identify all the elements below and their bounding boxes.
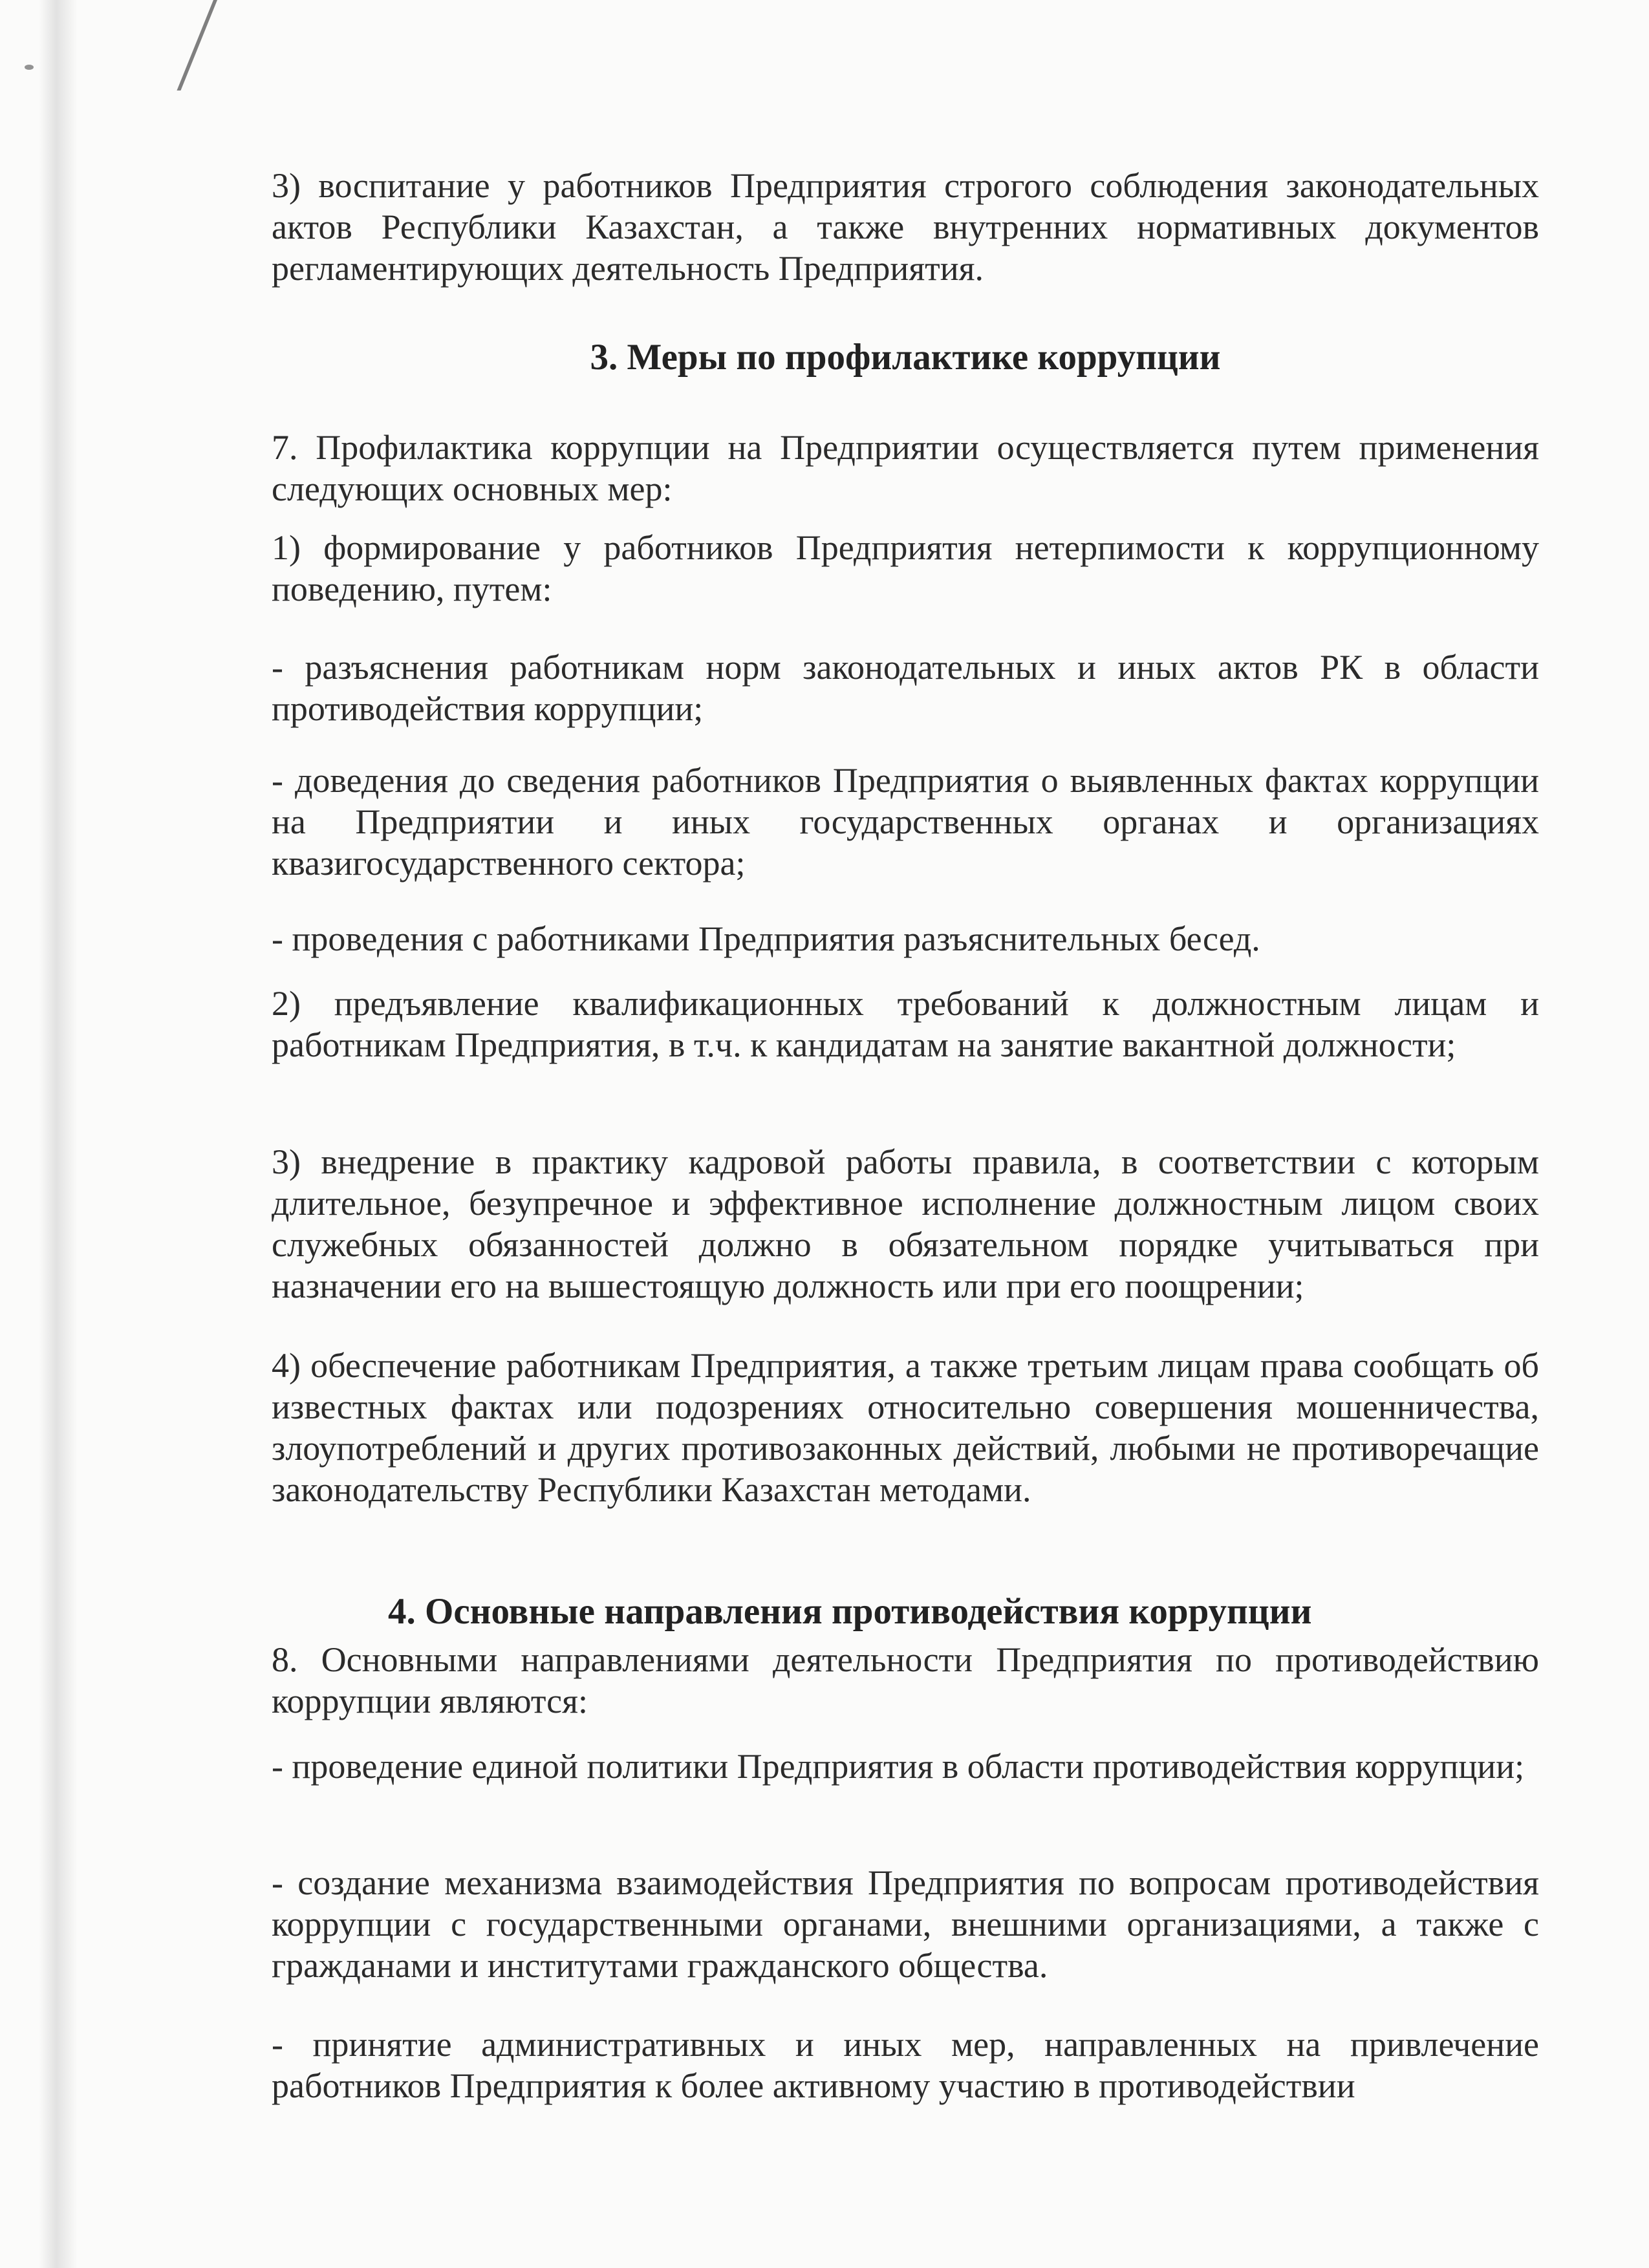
direction-1: - проведение единой политики Предприятия в области противодействия коррупции; (272, 1747, 1525, 1786)
direction-2: - создание механизма взаимодействия Предприятия по вопросам противодействия коррупции с государственными органами, внешними организациями, а также с гражданами и институтами гражданского общества. (272, 1863, 1539, 1985)
measure-2: 2) предъявление квалификационных требований к должностным лицам и работникам Предприятия, в т.ч. к кандидатам на занятие вакантной должности; (272, 984, 1539, 1064)
measure-4: 4) обеспечение работникам Предприятия, а также третьим лицам права сообщать об известных фактах или подозрениях относительно совершения мошенничества, злоупотреблений и других противозаконных действий, любыми не противоречащие законодательству Республики Казахстан методами. (272, 1346, 1539, 1509)
measure-1-dash-1: - разъяснения работникам норм законодательных и иных актов РК в области противодействия коррупции; (272, 648, 1539, 728)
item-8-intro: 8. Основными направлениями деятельности Предприятия по противодействию коррупции являются: (272, 1640, 1539, 1720)
paragraph-upbringing: 3) воспитание у работников Предприятия строгого соблюдения законодательных актов Республики Казахстан, а также внутренних нормативных документов регламентирующих деятельность Предприятия. (272, 166, 1539, 288)
scan-edge-shadow (39, 0, 78, 2268)
item-7-intro: 7. Профилактика коррупции на Предприятии осуществляется путем применения следующих основных мер: (272, 428, 1539, 508)
measure-1-dash-3: - проведения с работниками Предприятия разъяснительных бесед. (272, 919, 1260, 958)
measure-1: 1) формирование у работников Предприятия нетерпимости к коррупционному поведению, путем: (272, 528, 1539, 608)
direction-3: - принятие административных и иных мер, направленных на привлечение работников Предприятия к более активному участию в противодействии (272, 2025, 1539, 2105)
measure-1-dash-2: - доведения до сведения работников Предприятия о выявленных фактах коррупции на Предприятии и иных государственных органах и организациях квазигосударственного сектора; (272, 761, 1539, 883)
measure-3: 3) внедрение в практику кадровой работы правила, в соответствии с которым длительное, безупречное и эффективное исполнение должностным лицом своих служебных обязанностей должно в обязательном порядке учитываться при назначении его на вышестоящую должность или при его поощрении; (272, 1142, 1539, 1305)
scan-artifact-dot (25, 65, 34, 70)
section-4-heading: 4. Основные направления противодействия коррупции (388, 1591, 1312, 1632)
scan-artifact-line (177, 0, 217, 91)
section-3-heading: 3. Меры по профилактике коррупции (590, 337, 1221, 378)
